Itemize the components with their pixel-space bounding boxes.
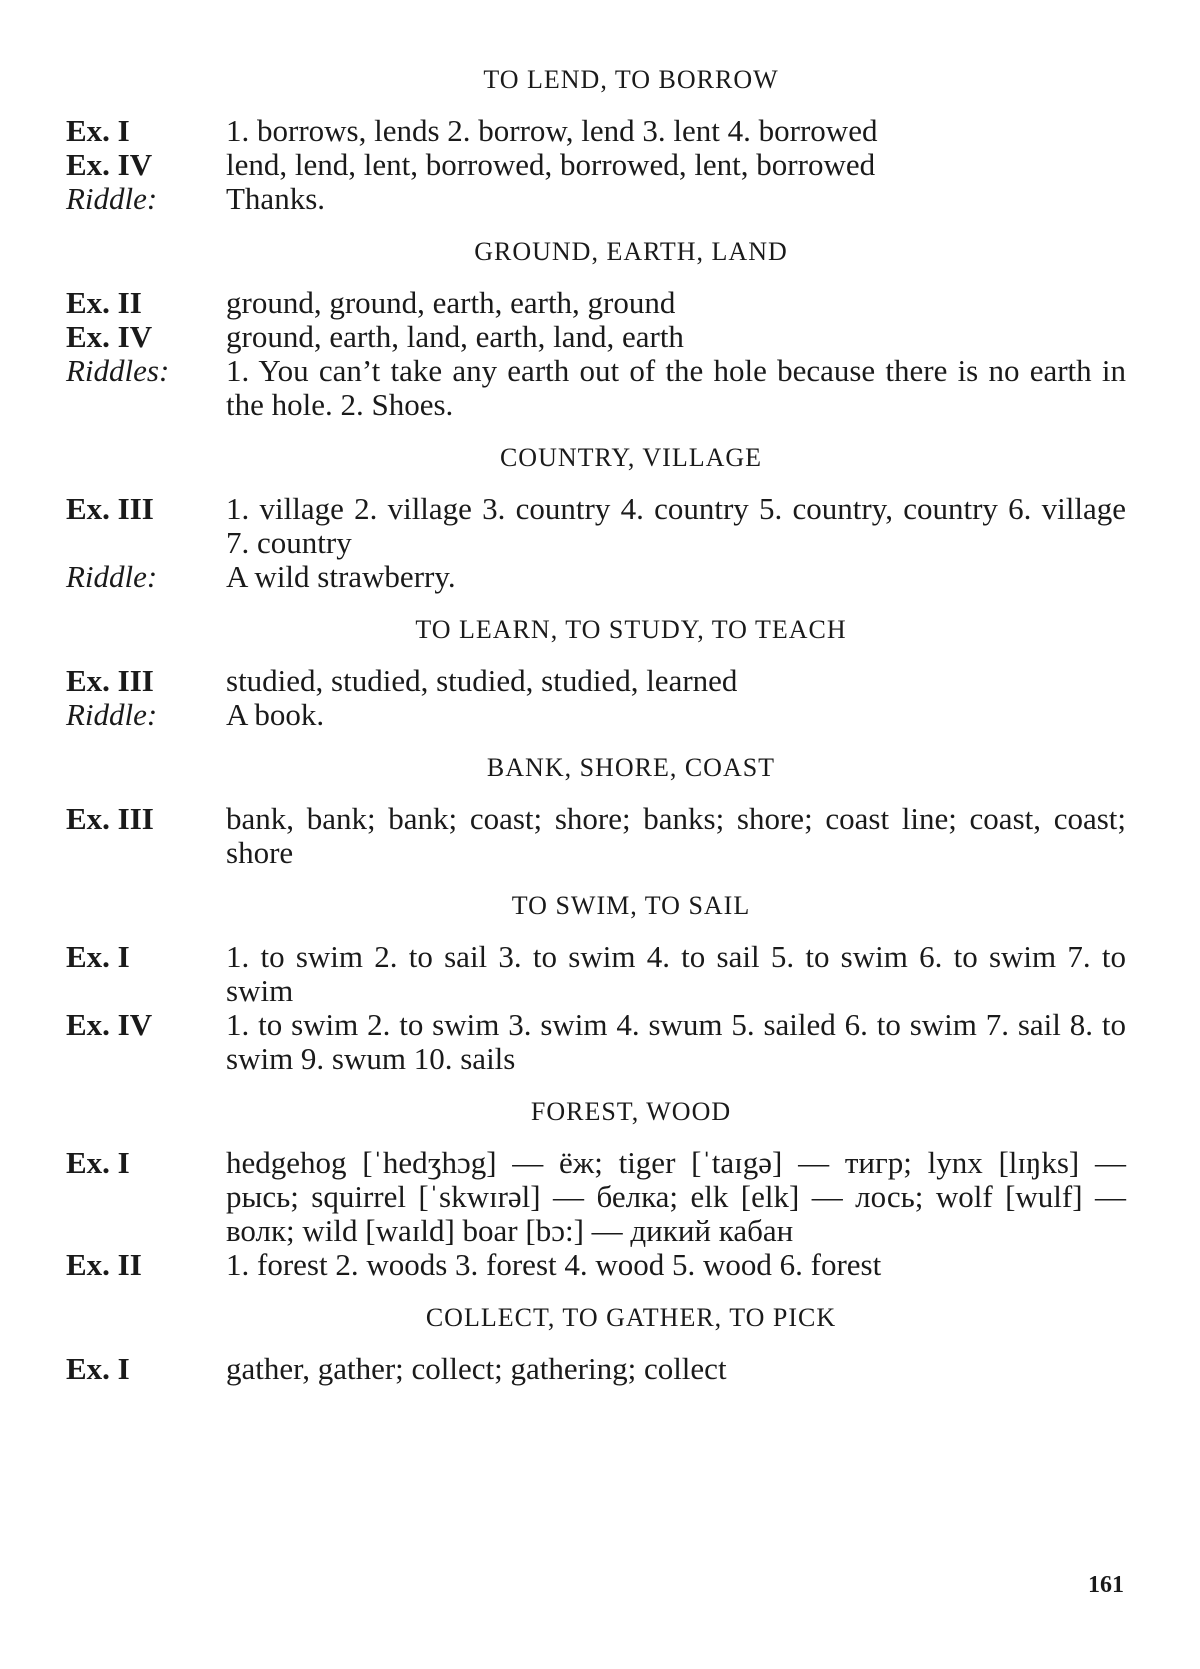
answer-entry — [66, 940, 1126, 1008]
answer-text: 1. borrows, lends 2. borrow, lend 3. lent 4. borrowed — [226, 113, 878, 148]
answer-section — [66, 1092, 1126, 1298]
answer-entry — [66, 1146, 1126, 1248]
answer-entry — [66, 1248, 1126, 1282]
section-heading: FOREST, WOOD — [530, 1097, 732, 1126]
answer-section — [66, 232, 1126, 438]
answer-section — [66, 60, 1126, 232]
answer-text: A wild strawberry. — [226, 559, 456, 594]
page-number: 161 — [1088, 1572, 1124, 1598]
answer-entry — [66, 492, 1126, 560]
answer-entry — [66, 320, 1126, 354]
exercise-label: Ex. I — [66, 113, 130, 148]
answer-text: Thanks. — [226, 181, 326, 216]
answer-entry — [66, 560, 1126, 594]
answer-section — [66, 886, 1126, 1092]
exercise-label: Ex. I — [66, 1351, 130, 1386]
exercise-label: Ex. III — [66, 491, 154, 526]
riddle-label: Riddles: — [66, 353, 170, 388]
answer-text: 1. forest 2. woods 3. forest 4. wood 5. wood 6. forest — [226, 1247, 882, 1282]
answer-text: 1. You can’t take any earth out of the hole because there is no earth in the hole. 2. Shoes. — [226, 353, 1126, 422]
answer-text: A book. — [226, 697, 325, 732]
answer-entry — [66, 1008, 1126, 1076]
answer-text: ground, ground, earth, earth, ground — [226, 285, 676, 320]
answer-entry — [66, 148, 1126, 182]
answer-text: 1. village 2. village 3. country 4. country 5. country, country 6. village 7. country — [226, 491, 1126, 560]
answer-entry — [66, 698, 1126, 732]
answer-entry — [66, 182, 1126, 216]
answer-entry — [66, 354, 1126, 422]
answer-entry — [66, 802, 1126, 870]
answer-text: ground, earth, land, earth, land, earth — [226, 319, 684, 354]
section-heading: COUNTRY, VILLAGE — [499, 443, 763, 472]
answer-text: gather, gather; collect; gathering; collect — [226, 1351, 727, 1386]
answer-text: lend, lend, lent, borrowed, borrowed, lent, borrowed — [226, 147, 876, 182]
answer-entry — [66, 664, 1126, 698]
answer-text: 1. to swim 2. to sail 3. to swim 4. to sail 5. to swim 6. to swim 7. to swim — [226, 939, 1126, 1008]
section-heading: BANK, SHORE, COAST — [486, 753, 776, 782]
answer-text: hedgehog [ˈhedʒhɔg] — ёж; tiger [ˈtaɪgə] — тигр; lynx [lɪŋks] — рысь; squirrel [ˈskwɪrəl] — белка; elk [elk] — лось; wolf [wulf] — волк; wild [waɪld] boar [bɔ:] — дикий кабан — [226, 1145, 1126, 1248]
answer-text: 1. to swim 2. to swim 3. swim 4. swum 5. sailed 6. to swim 7. sail 8. to swim 9. swum 10. sails — [226, 1007, 1126, 1076]
answer-text: bank, bank; bank; coast; shore; banks; shore; coast line; coast, coast; shore — [226, 801, 1126, 870]
section-heading: GROUND, EARTH, LAND — [474, 237, 788, 266]
exercise-label: Ex. II — [66, 1247, 142, 1282]
answer-section — [66, 610, 1126, 748]
exercise-label: Ex. IV — [66, 147, 153, 182]
exercise-label: Ex. IV — [66, 1007, 153, 1042]
answer-section — [66, 1298, 1126, 1402]
exercise-label: Ex. III — [66, 801, 154, 836]
riddle-label: Riddle: — [66, 559, 158, 594]
section-heading: TO LEARN, TO STUDY, TO TEACH — [415, 615, 847, 644]
answer-entry — [66, 286, 1126, 320]
answer-entry — [66, 1352, 1126, 1386]
section-heading: TO SWIM, TO SAIL — [511, 891, 751, 920]
section-heading: TO LEND, TO BORROW — [483, 65, 779, 94]
section-heading: COLLECT, TO GATHER, TO PICK — [425, 1303, 837, 1332]
answer-section — [66, 748, 1126, 886]
riddle-label: Riddle: — [66, 697, 158, 732]
exercise-label: Ex. II — [66, 285, 142, 320]
answer-key-page — [66, 60, 1126, 1402]
answer-text: studied, studied, studied, studied, learned — [226, 663, 738, 698]
exercise-label: Ex. I — [66, 1145, 130, 1180]
answer-entry — [66, 114, 1126, 148]
riddle-label: Riddle: — [66, 181, 158, 216]
exercise-label: Ex. IV — [66, 319, 153, 354]
exercise-label: Ex. III — [66, 663, 154, 698]
exercise-label: Ex. I — [66, 939, 130, 974]
answer-section — [66, 438, 1126, 610]
